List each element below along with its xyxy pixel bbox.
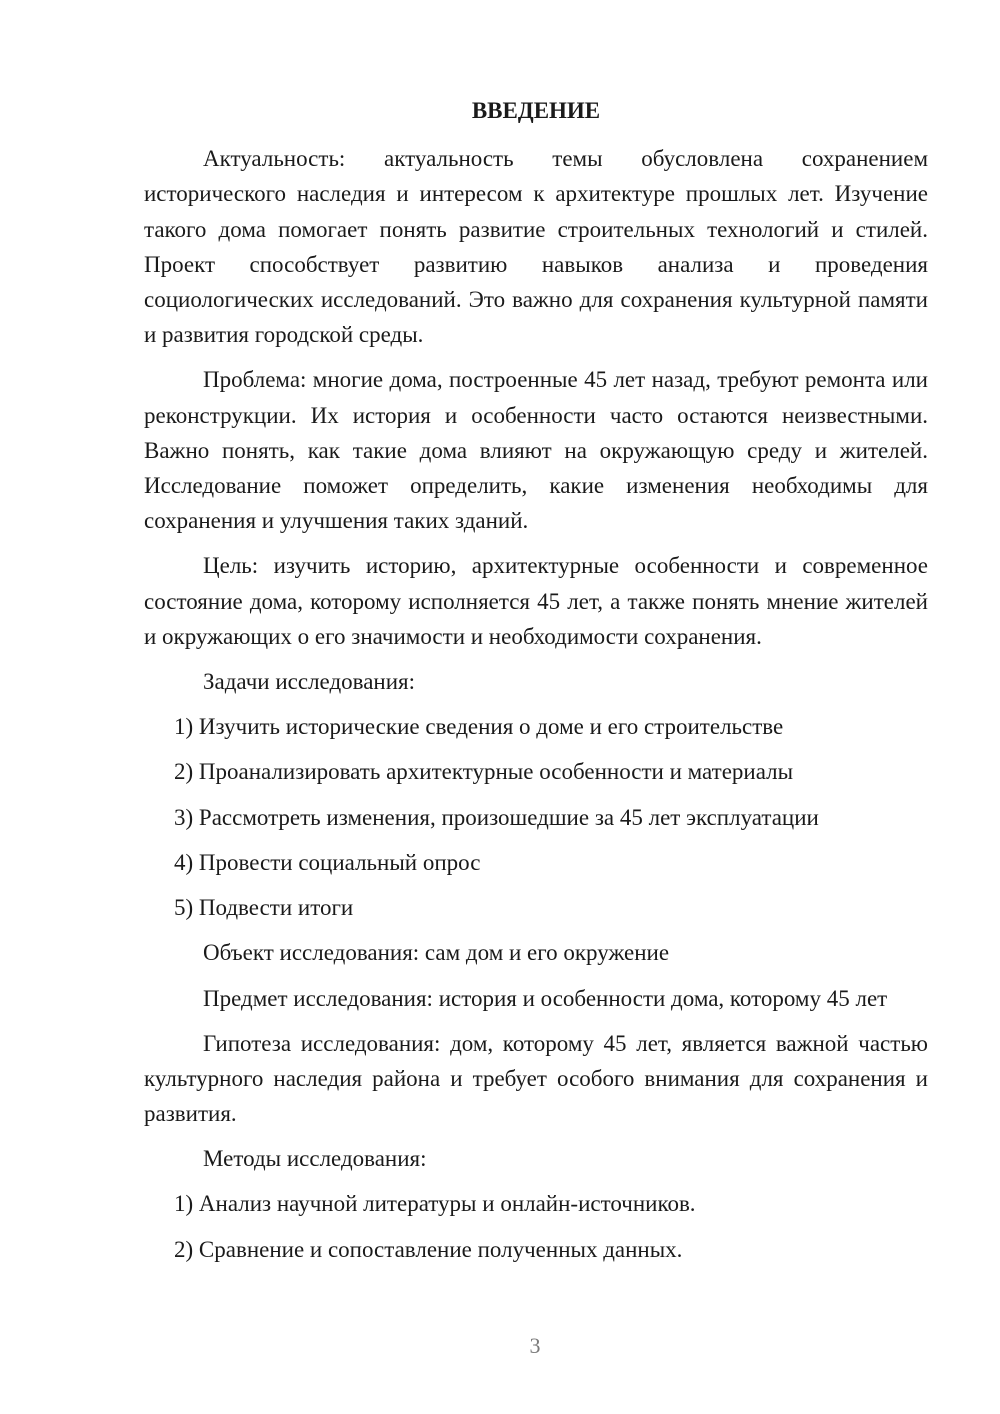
document-body	[144, 141, 928, 1277]
page-title: ВВЕДЕНИЕ	[471, 98, 601, 123]
goal-paragraph: Цель: изучить историю, архитектурные особенности и современное состояние дома, которому исполняется 45 лет, а также понять мнение жителей и окружающих о его значимости и необходимости сохранения.	[144, 553, 928, 649]
task-item: 5) Подвести итоги	[174, 895, 354, 921]
tasks-heading: Задачи исследования:	[203, 668, 416, 694]
hypothesis-paragraph: Гипотеза исследования: дом, которому 45 лет, является важной частью культурного наследия района и требует особого внимания для сохранения и развития.	[144, 1030, 928, 1127]
problem-paragraph: Проблема: многие дома, построенные 45 лет назад, требуют ремонта или реконструкции. Их история и особенности часто остаются неизвестными. Важно понять, как такие дома влияют на окружающую среду и жителей. Исследование поможет определить, какие изменения необходимы для сохранения и улучшения таких зданий.	[144, 367, 928, 534]
method-item: 2) Сравнение и сопоставление полученных данных.	[174, 1236, 683, 1262]
method-item: 1) Анализ научной литературы и онлайн-источников.	[174, 1191, 696, 1217]
task-item: 2) Проанализировать архитектурные особенности и материалы	[174, 759, 794, 785]
task-item: 4) Провести социальный опрос	[174, 849, 481, 875]
page-number: 3	[529, 1333, 541, 1358]
methods-heading: Методы исследования:	[203, 1145, 427, 1171]
task-item: 1) Изучить исторические сведения о доме и его строительстве	[174, 713, 784, 739]
subject-paragraph: Предмет исследования: история и особенности дома, которому 45 лет	[203, 985, 888, 1011]
object-line: Объект исследования: сам дом и его окружение	[203, 940, 670, 966]
task-item: 3) Рассмотреть изменения, произошедшие за 45 лет эксплуатации	[174, 804, 819, 830]
relevance-paragraph: Актуальность: актуальность темы обусловлена сохранением исторического наследия и интересом к архитектуре прошлых лет. Изучение такого дома помогает понять развитие строительных технологий и стилей. Проект способствует развитию навыков анализа и проведения социологических исследований. Это важно для сохранения культурной памяти и развития городской среды.	[144, 146, 928, 348]
